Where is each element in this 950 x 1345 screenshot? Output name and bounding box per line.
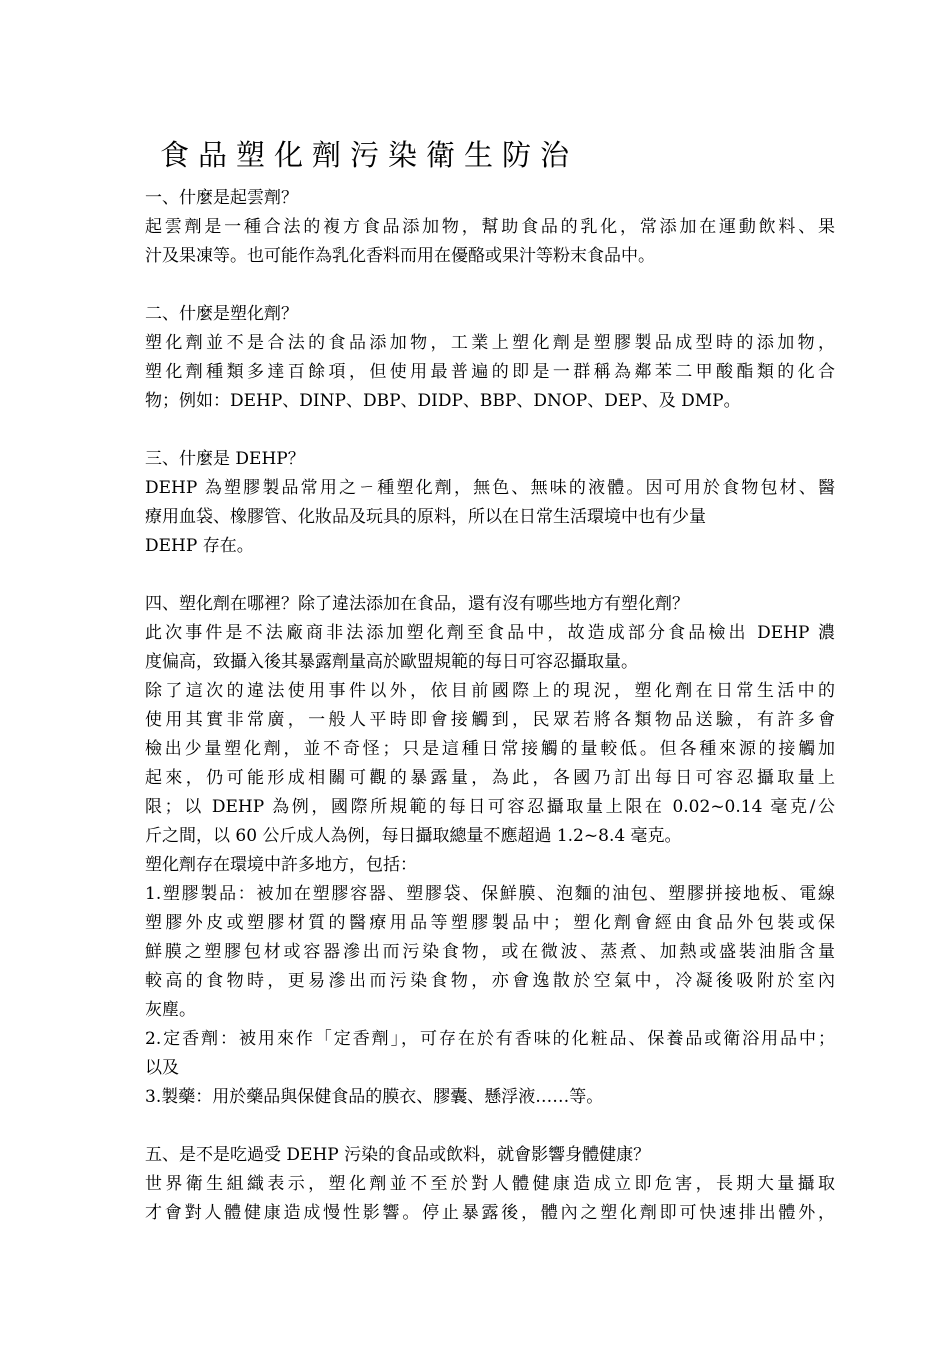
- section-heading: 一、什麼是起雲劑？: [145, 188, 298, 208]
- paragraph-line: 汁及果凍等。也可能作為乳化香料而用在優酪或果汁等粉末食品中。: [145, 246, 655, 266]
- section-2: [145, 300, 835, 416]
- paragraph-line: 此次事件是不法廠商非法添加塑化劑至食品中，故造成部分食品檢出 DEHP 濃: [145, 623, 835, 643]
- paragraph-gap: [145, 1112, 835, 1141]
- paragraph-line: 起雲劑是一種合法的複方食品添加物，幫助食品的乳化，常添加在運動飲料、果: [145, 217, 835, 237]
- list-item-line: 以及: [145, 1058, 179, 1078]
- section-heading: 四、塑化劑在哪裡？除了違法添加在食品，還有沒有哪些地方有塑化劑？: [145, 594, 689, 614]
- list-item-line: 灰塵。: [145, 1000, 196, 1020]
- paragraph-line: 使用其實非常廣，一般人平時即會接觸到，民眾若將各類物品送驗，有許多會: [145, 710, 835, 730]
- list-item-line: 1.塑膠製品：被加在塑膠容器、塑膠袋、保鮮膜、泡麵的油包、塑膠拼接地板、電線: [145, 884, 835, 904]
- paragraph-line: DEHP 為塑膠製品常用之ㄧ種塑化劑，無色、無味的液體。因可用於食物包材、醫: [145, 478, 835, 498]
- paragraph-line: 除了這次的違法使用事件以外，依目前國際上的現況，塑化劑在日常生活中的: [145, 681, 835, 701]
- paragraph-line: 療用血袋、橡膠管、化妝品及玩具的原料，所以在日常生活環境中也有少量: [145, 507, 706, 527]
- section-heading: 五、是不是吃過受 DEHP 污染的食品或飲料，就會影響身體健康？: [145, 1145, 651, 1165]
- paragraph-line: 塑化劑存在環境中許多地方，包括：: [145, 855, 417, 875]
- paragraph-line: 才會對人體健康造成慢性影響。停止暴露後，體內之塑化劑即可快速排出體外，: [145, 1203, 835, 1223]
- section-1: [145, 184, 835, 271]
- paragraph-line: 世界衛生組織表示，塑化劑並不至於對人體健康造成立即危害，長期大量攝取: [145, 1174, 835, 1194]
- list-item-line: 2.定香劑：被用來作「定香劑」，可存在於有香味的化粧品、保養品或衛浴用品中；: [145, 1029, 835, 1049]
- paragraph-line: 檢出少量塑化劑，並不奇怪；只是這種日常接觸的量較低。但各種來源的接觸加: [145, 739, 835, 759]
- list-item-line: 3.製藥：用於藥品與保健食品的膜衣、膠囊、懸浮液……等。: [145, 1087, 604, 1107]
- paragraph-line: 塑化劑種類多達百餘項，但使用最普遍的即是一群稱為鄰苯二甲酸酯類的化合: [145, 362, 835, 382]
- section-heading: 三、什麼是 DEHP？: [145, 449, 305, 469]
- paragraph-line: 限；以 DEHP 為例，國際所規範的每日可容忍攝取量上限在 0.02~0.14 毫克/公: [145, 797, 835, 817]
- document-title: 食品塑化劑污染衛生防治: [160, 138, 579, 172]
- paragraph-line: 斤之間，以 60 公斤成人為例，每日攝取總量不應超過 1.2~8.4 毫克。: [145, 826, 682, 846]
- paragraph-line: DEHP 存在。: [145, 536, 254, 556]
- paragraph-gap: [145, 271, 835, 300]
- paragraph-line: 塑化劑並不是合法的食品添加物，工業上塑化劑是塑膠製品成型時的添加物，: [145, 333, 835, 353]
- paragraph-line: 起來，仍可能形成相關可觀的暴露量，為此，各國乃訂出每日可容忍攝取量上: [145, 768, 835, 788]
- document-body: [145, 184, 835, 1228]
- section-5: [145, 1141, 835, 1228]
- section-heading: 二、什麼是塑化劑？: [145, 304, 298, 324]
- list-item-line: 鮮膜之塑膠包材或容器滲出而污染食物，或在微波、蒸煮、加熱或盛裝油脂含量: [145, 942, 835, 962]
- paragraph-line: 物；例如：DEHP、DINP、DBP、DIDP、BBP、DNOP、DEP、及 DMP。: [145, 391, 741, 411]
- paragraph-gap: [145, 416, 835, 445]
- list-item-line: 較高的食物時，更易滲出而污染食物，亦會逸散於空氣中，冷凝後吸附於室內: [145, 971, 835, 991]
- paragraph-gap: [145, 561, 835, 590]
- paragraph-line: 度偏高，致攝入後其暴露劑量高於歐盟規範的每日可容忍攝取量。: [145, 652, 638, 672]
- section-3: [145, 445, 835, 561]
- list-item-line: 塑膠外皮或塑膠材質的醫療用品等塑膠製品中；塑化劑會經由食品外包裝或保: [145, 913, 835, 933]
- section-4: [145, 590, 835, 1112]
